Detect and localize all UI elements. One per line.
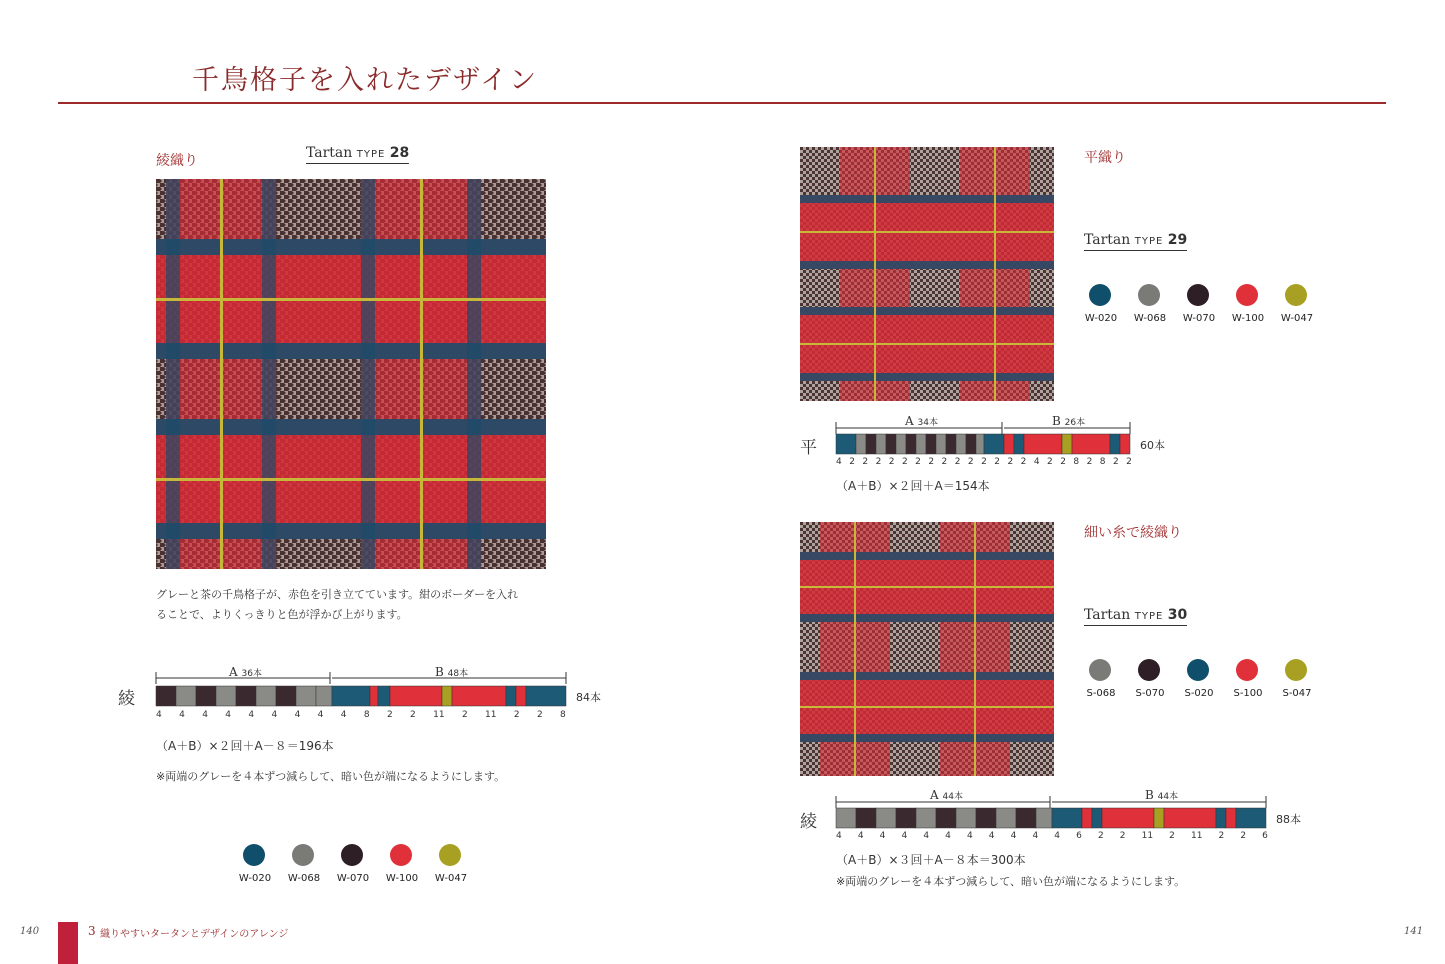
color-code-label: W-100 xyxy=(1231,313,1265,324)
tick-label: 2 xyxy=(941,457,948,467)
tick-label: 4 xyxy=(923,831,930,841)
title-rule xyxy=(58,102,1386,104)
tick-label: 4 xyxy=(836,457,842,467)
tick-label: 2 xyxy=(1086,457,1093,467)
tick-label: 4 xyxy=(966,831,973,841)
color-dot-w-020 xyxy=(243,844,265,866)
color-legend-29 xyxy=(1076,284,1336,334)
color-dot-w-020 xyxy=(1089,284,1111,306)
fabric-swatch-30 xyxy=(800,522,1054,776)
tick-label: 4 xyxy=(1033,457,1040,467)
color-dot-w-068 xyxy=(1138,284,1160,306)
tick-label: 2 xyxy=(915,457,921,467)
tick-label: 4 xyxy=(202,710,208,720)
total-count-30: 88本 xyxy=(1276,813,1301,826)
tartan-prefix: Tartan xyxy=(306,145,353,161)
tick-label: 2 xyxy=(386,710,393,720)
tick-label: 11 xyxy=(485,710,497,720)
tick-label: 4 xyxy=(836,831,842,841)
tick-labels-30 xyxy=(836,831,1268,845)
page-number-left: 140 xyxy=(20,926,40,937)
color-code-label: W-070 xyxy=(336,873,370,884)
tick-label: 4 xyxy=(857,831,864,841)
tick-label: 2 xyxy=(1218,831,1225,841)
tick-label: 2 xyxy=(410,710,416,720)
color-dot-s-068 xyxy=(1089,659,1111,681)
weave-label-left: 綾織り xyxy=(156,153,198,169)
tick-label: 8 xyxy=(1073,457,1080,467)
tick-label: 2 xyxy=(513,710,520,720)
tick-label: 2 xyxy=(1119,831,1126,841)
tick-label: 11 xyxy=(433,710,445,720)
color-dot-w-100 xyxy=(390,844,412,866)
tartan-type: TYPE xyxy=(356,149,386,160)
color-code-label: W-070 xyxy=(1182,313,1216,324)
tartan-label-28 xyxy=(306,145,409,164)
chapter-tab xyxy=(58,922,78,964)
group-b-label-29: B 26本 xyxy=(1052,414,1086,428)
tick-label: 2 xyxy=(954,457,961,467)
color-dot-w-070 xyxy=(341,844,363,866)
tick-label: 6 xyxy=(1262,831,1268,841)
description-line-2: ることで、よりくっきりと色が浮かび上がります。 xyxy=(156,608,408,621)
tick-labels-29 xyxy=(836,457,1132,471)
fabric-swatch-28 xyxy=(156,179,546,569)
tick-label: 8 xyxy=(560,710,566,720)
tick-label: 4 xyxy=(1010,831,1017,841)
tick-label: 2 xyxy=(1240,831,1247,841)
color-code-label: W-068 xyxy=(287,873,321,884)
tick-label: 2 xyxy=(1047,457,1053,467)
formula-29: （A＋B）×２回＋A＝154本 xyxy=(836,479,990,493)
fabric-swatch-29 xyxy=(800,147,1054,401)
tick-label: 2 xyxy=(849,457,855,467)
tartan-label-30: Tartan TYPE 30 xyxy=(1084,607,1187,626)
color-dot-w-047 xyxy=(1285,284,1307,306)
formula-left: （A＋B）×２回＋A－８＝196本 xyxy=(156,739,334,753)
color-code-label: S-068 xyxy=(1086,688,1116,699)
tick-label: 4 xyxy=(317,710,324,720)
group-a-label-29: A 34本 xyxy=(905,414,938,428)
description xyxy=(156,585,556,625)
color-code-label: S-100 xyxy=(1233,688,1263,699)
tick-label: 2 xyxy=(1126,457,1132,467)
color-dot-w-047 xyxy=(439,844,461,866)
tick-label: 4 xyxy=(1054,831,1061,841)
color-dot-w-100 xyxy=(1236,284,1258,306)
tartan-number: 28 xyxy=(389,145,410,161)
color-code-label: W-047 xyxy=(1280,313,1314,324)
tick-label: 4 xyxy=(988,831,995,841)
page-title: 千鳥格子を入れたデザイン xyxy=(192,65,539,96)
total-count-29: 60本 xyxy=(1140,439,1165,452)
tick-label: 4 xyxy=(1032,831,1039,841)
sett-diagram-30 xyxy=(834,788,1274,832)
tick-label: 2 xyxy=(536,710,543,720)
footer-chapter-number: 3 xyxy=(88,924,96,938)
sett-char-left: 綾 xyxy=(118,689,135,709)
tick-label: 2 xyxy=(1169,831,1175,841)
tick-label: 4 xyxy=(901,831,908,841)
tick-label: 4 xyxy=(294,710,301,720)
tartan-label-29: Tartan TYPE 29 xyxy=(1084,232,1187,251)
color-code-label: S-047 xyxy=(1282,688,1312,699)
tick-label: 4 xyxy=(156,710,162,720)
group-b-label-left: B 48本 xyxy=(435,665,469,679)
tick-label: 4 xyxy=(248,710,255,720)
total-count-left: 84本 xyxy=(576,691,601,704)
color-dot-w-068 xyxy=(292,844,314,866)
tick-label: 2 xyxy=(862,457,869,467)
tick-label: 11 xyxy=(1190,831,1203,841)
page-number-right: 141 xyxy=(1404,926,1424,937)
note-left: ※両端のグレーを４本ずつ減らして、暗い色が端になるようにします。 xyxy=(156,770,506,783)
tick-label: 2 xyxy=(888,457,895,467)
tick-label: 2 xyxy=(1020,457,1027,467)
sett-char-30: 綾 xyxy=(800,812,817,832)
color-code-label: S-020 xyxy=(1184,688,1214,699)
color-code-label: S-070 xyxy=(1135,688,1165,699)
color-code-label: W-020 xyxy=(238,873,272,884)
tick-label: 2 xyxy=(1060,457,1066,467)
tick-label: 2 xyxy=(1112,457,1119,467)
tick-label: 2 xyxy=(994,457,1000,467)
color-legend-30 xyxy=(1076,659,1336,709)
tick-label: 4 xyxy=(271,710,278,720)
color-dot-s-070 xyxy=(1138,659,1160,681)
color-dot-s-020 xyxy=(1187,659,1209,681)
tick-label: 6 xyxy=(1076,831,1082,841)
tick-label: 4 xyxy=(945,831,951,841)
group-b-label-30: B 44本 xyxy=(1145,788,1179,802)
tick-label: 4 xyxy=(179,710,185,720)
tick-label: 2 xyxy=(967,457,974,467)
tick-label: 2 xyxy=(1007,457,1014,467)
tick-label: 4 xyxy=(879,831,886,841)
weave-label-30: 細い糸で綾織り xyxy=(1084,525,1182,541)
tick-label: 11 xyxy=(1141,831,1154,841)
tick-label: 2 xyxy=(928,457,935,467)
color-code-label: W-068 xyxy=(1133,313,1167,324)
color-code-label: W-020 xyxy=(1084,313,1118,324)
tick-label: 4 xyxy=(340,710,347,720)
tick-label: 2 xyxy=(981,457,987,467)
description-line-1: グレーと茶の千鳥格子が、赤色を引き立てています。紺のボーダーを入れ xyxy=(156,588,519,601)
tick-label: 2 xyxy=(875,457,882,467)
tick-label: 2 xyxy=(461,710,468,720)
tick-labels-left xyxy=(156,710,566,724)
tick-label: 2 xyxy=(1097,831,1104,841)
group-a-label-left: A 36本 xyxy=(229,665,262,679)
color-code-label: W-047 xyxy=(434,873,468,884)
sett-diagram-29 xyxy=(834,414,1144,458)
weave-label-29: 平織り xyxy=(1084,150,1126,166)
footer-chapter-title: 織りやすいタータンとデザインのアレンジ xyxy=(100,929,289,940)
color-code-label: W-100 xyxy=(385,873,419,884)
color-legend-left xyxy=(230,844,490,894)
tick-label: 8 xyxy=(363,710,370,720)
note-30: ※両端のグレーを４本ずつ減らして、暗い色が端になるようにします。 xyxy=(836,875,1186,888)
color-dot-s-100 xyxy=(1236,659,1258,681)
tick-label: 2 xyxy=(901,457,908,467)
sett-char-29: 平 xyxy=(800,438,817,458)
group-a-label-30: A 44本 xyxy=(930,788,963,802)
color-dot-w-070 xyxy=(1187,284,1209,306)
tick-label: 4 xyxy=(225,710,232,720)
formula-30: （A＋B）×３回＋A－８本＝300本 xyxy=(836,853,1026,867)
tick-label: 8 xyxy=(1099,457,1106,467)
color-dot-s-047 xyxy=(1285,659,1307,681)
